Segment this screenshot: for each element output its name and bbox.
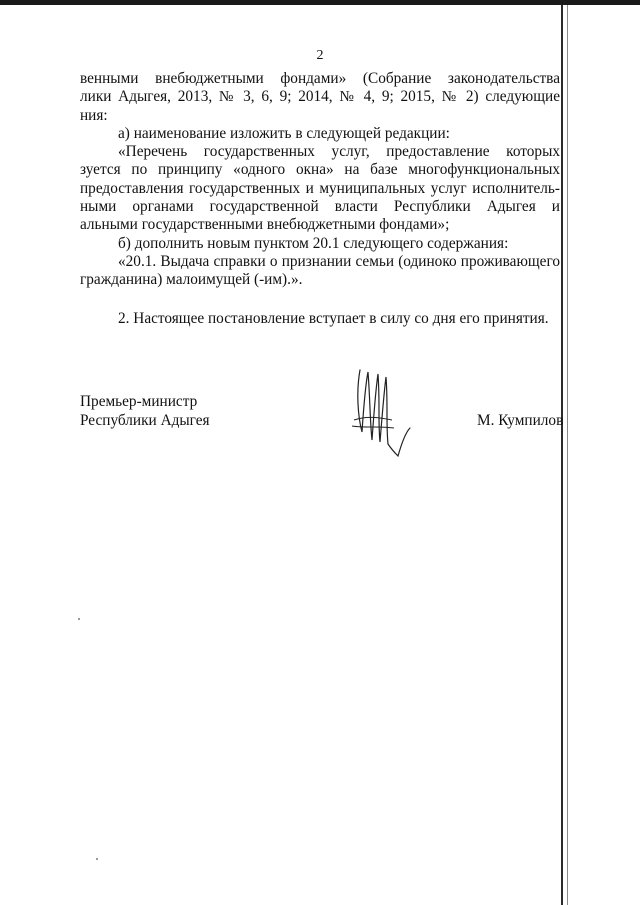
page-number: 2	[316, 48, 324, 63]
body-line: б) дополнить новым пунктом 20.1 следующего содержания:	[118, 234, 509, 252]
body-line: ными органами государственной власти Республики Адыгея и	[80, 198, 560, 216]
body-line: 2. Настоящее постановление вступает в силу со дня его принятия.	[118, 309, 549, 327]
document-body	[80, 70, 560, 328]
body-line: лики Адыгея, 2013, № 3, 6, 9; 2014, № 4, 9; 2015, № 2) следующие	[80, 88, 560, 106]
body-line: зуется по принципу «одного окна» на базе многофункциональных	[80, 161, 560, 179]
body-line: «20.1. Выдача справки о признании семьи (одиноко проживающего	[118, 252, 560, 270]
body-line: ния:	[80, 106, 108, 124]
body-line: альными государственными внебюджетными фондами»;	[80, 216, 450, 234]
scan-right-edge-shadow	[567, 5, 568, 905]
signatory-title: Премьер-министр	[80, 393, 198, 410]
body-line: а) наименование изложить в следующей редакции:	[118, 124, 450, 142]
signatory-region: Республики Адыгея	[80, 412, 210, 429]
body-line: «Перечень государственных услуг, предоставление которых	[118, 143, 560, 161]
scan-speck	[96, 858, 98, 860]
handwritten-signature	[348, 362, 418, 462]
body-line: предоставления государственных и муниципальных услуг исполнитель-	[80, 179, 560, 197]
scan-right-edge	[561, 5, 563, 905]
scan-speck	[78, 618, 80, 620]
body-line: венными внебюджетными фондами» (Собрание законодательства	[80, 70, 560, 87]
scan-top-border	[0, 0, 640, 5]
paragraph-gap	[80, 290, 560, 310]
signatory-position	[80, 392, 210, 430]
body-line: гражданина) малоимущей (-им).».	[80, 271, 303, 289]
signatory-name: М. Кумпилов	[477, 412, 564, 429]
